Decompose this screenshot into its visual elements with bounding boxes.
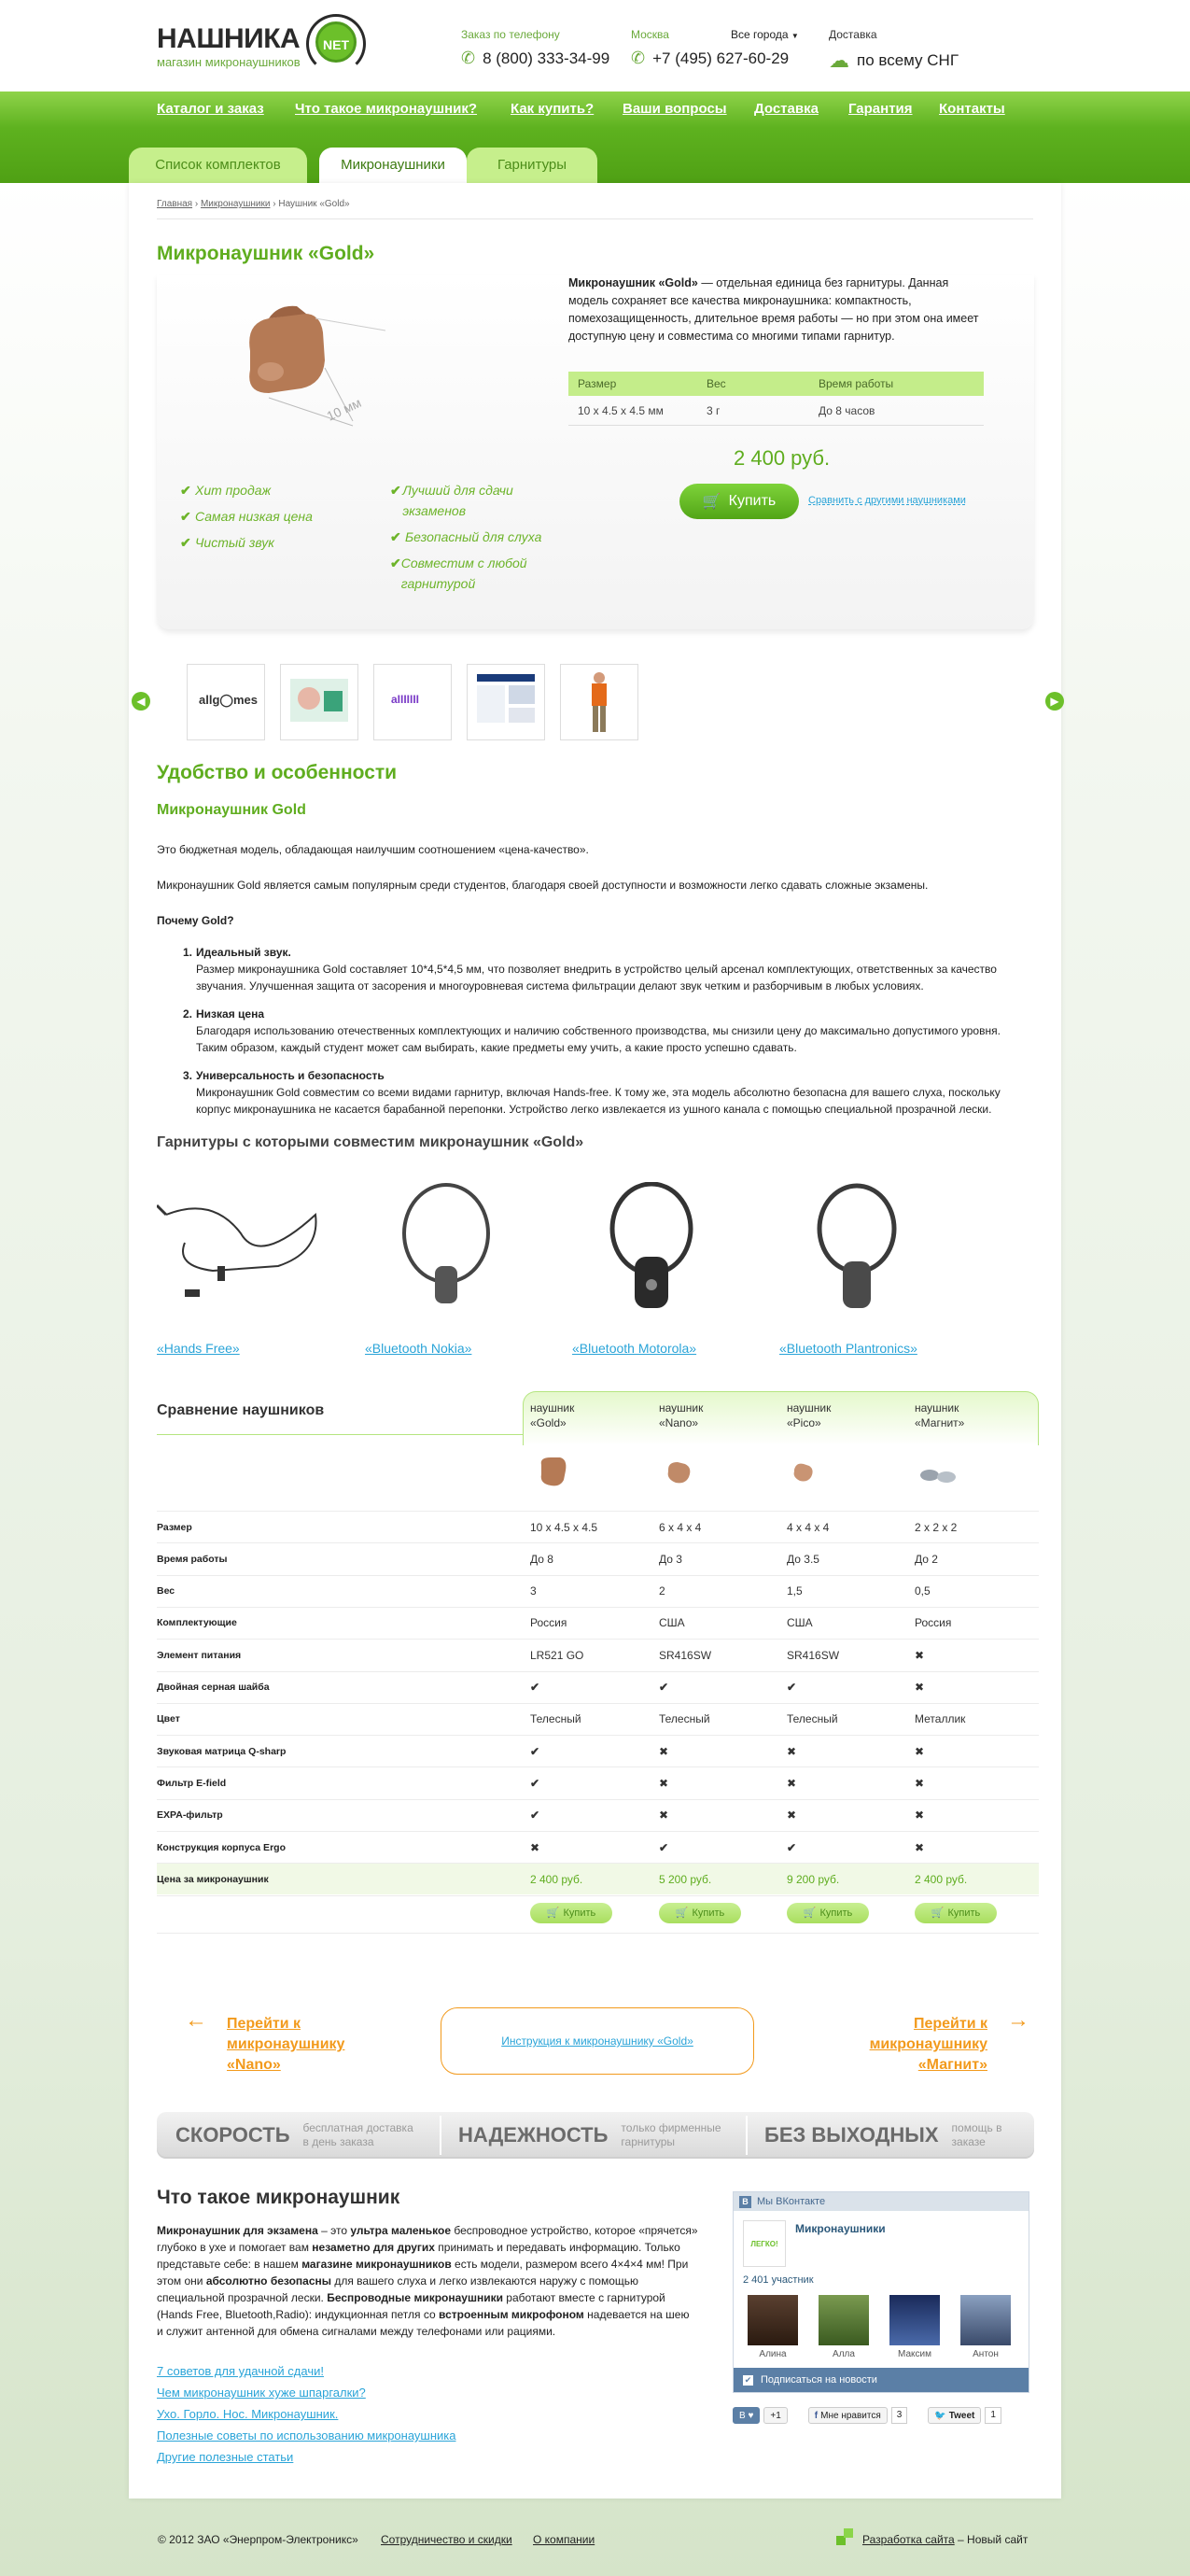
social-buttons xyxy=(733,2406,1001,2425)
comparison-row-label: Звуковая матрица Q-sharp xyxy=(157,1745,287,1757)
delivery-block xyxy=(829,28,959,73)
comparison-cell: Металлик xyxy=(915,1712,966,1726)
headset-image-nokia[interactable] xyxy=(390,1182,502,1322)
phone-icon: ✆ xyxy=(631,49,646,67)
city-select-label: Все города xyxy=(731,28,789,41)
tab-kits[interactable]: Список комплектов xyxy=(129,148,307,183)
comparison-row xyxy=(157,1863,1039,1894)
check-icon: ✔ xyxy=(180,535,191,550)
thumbnail-logo: allg◯mes xyxy=(199,693,258,707)
comparison-cell: ✖ xyxy=(530,1840,540,1854)
comparison-row xyxy=(157,1607,1039,1639)
comparison-cell: ✖ xyxy=(659,1744,669,1758)
comparison-cell: 2 400 руб. xyxy=(915,1872,968,1886)
comparison-cell: ✔ xyxy=(659,1681,669,1694)
spec-table xyxy=(568,372,984,426)
comparison-cell: До 8 xyxy=(530,1552,553,1566)
comparison-row-label: Двойная серная шайба xyxy=(157,1682,270,1693)
nav-link-what[interactable]: Что такое микронаушник? xyxy=(295,101,478,117)
reasons-list xyxy=(157,944,1025,1129)
divider xyxy=(157,1895,1039,1896)
vk-plus-button[interactable]: +1 xyxy=(763,2407,787,2424)
vk-group-name[interactable]: Микронаушники xyxy=(795,2222,886,2235)
what-is-title: Что такое микронаушник xyxy=(157,2187,400,2208)
comparison-row-label: Размер xyxy=(157,1521,192,1533)
why-heading: Почему Gold? xyxy=(157,914,234,927)
benefits-bar xyxy=(157,2112,1034,2159)
nav-link-contacts[interactable]: Контакты xyxy=(939,101,1005,117)
cart-icon: 🛒 xyxy=(702,494,721,510)
vk-widget xyxy=(733,2191,1029,2393)
comparison-cell: Россия xyxy=(915,1616,952,1630)
tweet-button[interactable]: 🐦 Tweet xyxy=(928,2407,981,2424)
breadcrumb-home[interactable]: Главная xyxy=(157,199,193,209)
comparison-row-label: Комплектующие xyxy=(157,1617,237,1629)
comparison-cell: До 3.5 xyxy=(787,1552,819,1566)
thumbnail-image xyxy=(468,665,544,739)
buy-button-label: Купить xyxy=(947,1907,981,1919)
check-icon: ✔ xyxy=(390,529,401,544)
city-select[interactable] xyxy=(731,28,799,41)
comparison-row xyxy=(157,1575,1039,1607)
main-content xyxy=(129,183,1061,2499)
buy-button-label: Купить xyxy=(728,493,777,509)
spec-header-row xyxy=(568,372,984,396)
model-name: наушник «Gold» xyxy=(530,1401,575,1429)
logo[interactable] xyxy=(157,23,399,75)
comparison-row-label: EXPA-фильтр xyxy=(157,1809,223,1822)
comparison-row xyxy=(157,1799,1039,1831)
feature-item: ✔ Самая низкая цена xyxy=(180,506,367,527)
footer-link-cooperation[interactable]: Сотрудничество и скидки xyxy=(381,2533,512,2546)
model-name: наушник «Nano» xyxy=(659,1401,704,1429)
headset-image-handsfree[interactable] xyxy=(157,1177,334,1317)
divider xyxy=(440,2116,441,2155)
comparison-cell: 2 xyxy=(659,1584,665,1598)
nav-link-catalog[interactable]: Каталог и заказ xyxy=(157,101,264,117)
comparison-buy-button[interactable] xyxy=(787,1903,869,1923)
developer-logo-icon xyxy=(836,2528,855,2547)
spec-header: Вес xyxy=(707,377,726,390)
comparison-buy-button[interactable] xyxy=(530,1903,612,1923)
comparison-cell: ✔ xyxy=(530,1776,540,1790)
nav-link-warranty[interactable]: Гарантия xyxy=(848,101,913,117)
product-price: 2 400 руб. xyxy=(734,446,831,470)
list-item: 2. Низкая цена Благодаря использованию отечественных комплектующих и наличию собственного производства, мы снизили цену до максимально допустимого уровня. Таким образом, каждый студент может сам выбирать, какие предметы ему учить, а какие просто успешно сдавать. xyxy=(183,1007,1001,1054)
nav-link-questions[interactable]: Ваши вопросы xyxy=(623,101,727,117)
comparison-row-label: Цена за микронаушник xyxy=(157,1873,269,1885)
cart-icon: 🛒 xyxy=(675,1907,689,1920)
breadcrumb-section[interactable]: Микронаушники xyxy=(200,199,271,209)
comparison-row-label: Вес xyxy=(157,1585,175,1598)
phone-number[interactable]: 8 (800) 333-34-99 xyxy=(483,49,610,67)
comparison-cell: 9 200 руб. xyxy=(787,1872,840,1886)
phone-block xyxy=(461,28,609,68)
footer-link-about[interactable]: О компании xyxy=(533,2533,595,2546)
thumbnail[interactable] xyxy=(187,664,265,740)
comparison-row-label: Конструкция корпуса Ergo xyxy=(157,1841,286,1853)
comparison-cell: ✔ xyxy=(659,1840,669,1854)
comparison-cell: 2 x 2 x 2 xyxy=(915,1520,958,1534)
spec-value: До 8 часов xyxy=(819,403,875,417)
comparison-cell: ✖ xyxy=(659,1809,669,1823)
comparison-cell: ✖ xyxy=(787,1776,797,1790)
comparison-row xyxy=(157,1542,1039,1574)
benefit-reliability: НАДЕЖНОСТЬ только фирменные гарнитуры xyxy=(458,2121,721,2148)
comparison-cell: ✖ xyxy=(787,1809,797,1823)
instruction-link[interactable]: Инструкция к микронаушнику «Gold» xyxy=(441,2007,754,2075)
comparison-cell: ✖ xyxy=(915,1840,925,1854)
comparison-cell: США xyxy=(787,1616,813,1630)
comparison-row-label: Элемент питания xyxy=(157,1649,242,1661)
vk-members-count[interactable]: 2 401 участник xyxy=(743,2274,814,2286)
features-right xyxy=(390,480,549,594)
comparison-cell: ✖ xyxy=(915,1648,925,1662)
product-description xyxy=(568,274,979,345)
article-link[interactable]: Ухо. Горло. Нос. Микронаушник. xyxy=(157,2407,339,2421)
thumbnail[interactable] xyxy=(467,664,545,740)
feature-item: ✔ Безопасный для слуха xyxy=(390,527,549,547)
divider xyxy=(746,2116,748,2155)
spec-value: 10 x 4.5 x 4.5 мм xyxy=(578,403,664,417)
fb-like-button[interactable]: f Мне нравится xyxy=(808,2407,888,2424)
logo-subtitle: магазин микронаушников xyxy=(157,55,301,69)
model-image-magnet xyxy=(915,1462,961,1490)
article-link[interactable]: Чем микронаушник хуже шпаргалки? xyxy=(157,2386,366,2400)
footer xyxy=(129,2517,1061,2564)
prev-model-link[interactable]: ← Перейти к микронаушнику «Nano» xyxy=(185,2007,345,2073)
main-nav xyxy=(0,91,1190,183)
comparison-cell: ✖ xyxy=(915,1744,925,1758)
city-caption: Москва xyxy=(631,28,669,41)
compare-link[interactable]: Сравнить с другими наушниками xyxy=(808,495,966,506)
comparison-title: Сравнение наушников xyxy=(157,1402,325,1418)
article-link[interactable]: Другие полезные статьи xyxy=(157,2450,294,2464)
dimension-label: 10 мм xyxy=(324,394,364,424)
list-item: 1. Идеальный звук. Размер микронаушника Gold составляет 10*4,5*4,5 мм, что позволяет внедрить в устройство целый арсенал комплектующих, ответственных за качество звучания. Улучшенная защита от засорения и многоуровневая система фильтрации делают звук четким и разборчивым в любых условиях. xyxy=(183,946,997,992)
comparison-row xyxy=(157,1671,1039,1703)
feature-item: ✔ Лучший для сдачи экзаменов xyxy=(390,480,549,521)
comparison-row-label: Время работы xyxy=(157,1553,228,1565)
tab-earpieces[interactable]: Микронаушники xyxy=(319,148,467,183)
headset-link-plantronics[interactable]: «Bluetooth Plantronics» xyxy=(779,1341,917,1356)
divider xyxy=(157,1933,1039,1934)
comparison-row-label: Цвет xyxy=(157,1713,180,1725)
logo-word: НАШНИКА xyxy=(157,23,301,54)
feature-item: ✔ Хит продаж xyxy=(180,480,367,500)
comparison-cell: 4 x 4 x 4 xyxy=(787,1520,830,1534)
article-link[interactable]: Полезные советы по использованию микронаушника xyxy=(157,2428,456,2442)
article-link[interactable]: 7 советов для удачной сдачи! xyxy=(157,2364,324,2378)
vk-like-button[interactable]: В ♥ xyxy=(733,2407,760,2424)
comparison-cell: ✔ xyxy=(530,1681,540,1694)
comparison-cell: Россия xyxy=(530,1616,567,1630)
check-icon: ✔ xyxy=(390,556,401,570)
vk-subscribe[interactable]: ✔ Подписаться на новости xyxy=(734,2368,1029,2392)
comparison-cell: 2 400 руб. xyxy=(530,1872,583,1886)
comparison-row xyxy=(157,1767,1039,1798)
benefit-no-weekends: БЕЗ ВЫХОДНЫХ помощь в заказе xyxy=(764,2121,1002,2148)
comparison-buy-button[interactable] xyxy=(915,1903,997,1923)
headset-link-nokia[interactable]: «Bluetooth Nokia» xyxy=(365,1341,472,1356)
buy-button[interactable] xyxy=(679,484,799,519)
delivery-value: по всему СНГ xyxy=(857,51,959,69)
phone-icon: ✆ xyxy=(461,49,476,67)
comparison-cell: ✖ xyxy=(915,1809,925,1823)
checkbox-icon[interactable]: ✔ xyxy=(744,2374,752,2385)
comparison-cell: 10 x 4.5 x 4.5 xyxy=(530,1520,598,1534)
comparison-cell: До 2 xyxy=(915,1552,938,1566)
comparison-buy-button[interactable] xyxy=(659,1903,741,1923)
cart-icon: 🛒 xyxy=(803,1907,817,1920)
paragraph: Микронаушник Gold является самым популярным среди студентов, благодаря своей доступности и возможности легко сдавать сложные экзамены. xyxy=(157,879,929,892)
comparison-cell: ✖ xyxy=(659,1776,669,1790)
site-header xyxy=(0,0,1190,91)
divider xyxy=(157,1434,523,1435)
tweet-count: 1 xyxy=(985,2407,1001,2424)
comparison-cell: 0,5 xyxy=(915,1584,931,1598)
city-phone-number[interactable]: +7 (495) 627-60-29 xyxy=(652,49,790,67)
tab-headsets[interactable]: Гарнитуры xyxy=(467,148,597,183)
comparison-cell: США xyxy=(659,1616,685,1630)
vk-member[interactable]: Максим xyxy=(887,2295,943,2359)
thumbnail-image xyxy=(561,665,637,739)
nav-link-delivery[interactable]: Доставка xyxy=(754,101,819,117)
benefit-speed: СКОРОСТЬ бесплатная доставка в день заказа xyxy=(175,2121,413,2148)
buy-button-label: Купить xyxy=(819,1907,853,1919)
headset-link-handsfree[interactable]: «Hands Free» xyxy=(157,1341,240,1356)
buy-button-label: Купить xyxy=(563,1907,596,1919)
feature-item: ✔ Совместим с любой гарнитурой xyxy=(390,553,549,594)
headset-image-plantronics[interactable] xyxy=(801,1182,913,1322)
comparison-cell: Телесный xyxy=(787,1712,838,1726)
features-left xyxy=(180,480,367,553)
thumbnail[interactable] xyxy=(560,664,638,740)
comparison-cell: LR521 GO xyxy=(530,1648,584,1662)
comparison-cell: 6 x 4 x 4 xyxy=(659,1520,702,1534)
vk-header: В Мы ВКонтакте xyxy=(734,2192,1029,2211)
check-icon: ✔ xyxy=(180,483,191,498)
carousel-next-button[interactable]: ▶ xyxy=(1045,692,1064,711)
thumbnail[interactable] xyxy=(280,664,358,740)
breadcrumb xyxy=(157,199,350,209)
comparison-cell: SR416SW xyxy=(787,1648,840,1662)
vk-member[interactable]: Алла xyxy=(816,2295,872,2359)
thumbnail-carousel xyxy=(136,664,1059,739)
headset-link-motorola[interactable]: «Bluetooth Motorola» xyxy=(572,1341,697,1356)
nav-link-how-buy[interactable]: Как купить? xyxy=(511,101,595,117)
comparison-row-label: Фильтр E-field xyxy=(157,1777,227,1789)
check-icon: ✔ xyxy=(390,483,401,498)
breadcrumb-separator: › xyxy=(273,199,276,209)
vk-member[interactable]: Алина xyxy=(745,2295,801,2359)
section-subtitle: Микронаушник Gold xyxy=(157,802,306,818)
divider xyxy=(157,218,1033,219)
vk-group-avatar[interactable]: ЛЕГКО! xyxy=(743,2220,786,2267)
comparison-cell: Телесный xyxy=(659,1712,710,1726)
headset-image-motorola[interactable] xyxy=(595,1182,707,1322)
breadcrumb-current: Наушник «Gold» xyxy=(278,199,350,209)
model-image-nano xyxy=(659,1457,702,1494)
articles-links xyxy=(157,2360,456,2468)
developer-link[interactable]: Разработка сайта xyxy=(862,2533,955,2546)
model-image-pico xyxy=(787,1458,824,1492)
next-model-link[interactable]: → Перейти к микронаушнику «Магнит» xyxy=(869,2007,1029,2073)
phone-caption: Заказ по телефону xyxy=(461,28,560,41)
comparison-cell: ✖ xyxy=(915,1776,925,1790)
comparison-cell: Телесный xyxy=(530,1712,581,1726)
breadcrumb-separator: › xyxy=(194,199,199,209)
buy-button-label: Купить xyxy=(692,1907,725,1919)
thumbnail-logo: aIIIIIII xyxy=(391,693,420,706)
comparison-row xyxy=(157,1511,1039,1542)
comparison-cell: ✔ xyxy=(530,1809,540,1823)
comparison-cell: ✔ xyxy=(787,1840,797,1854)
fb-like-count: 3 xyxy=(891,2407,908,2424)
vk-member[interactable]: Антон xyxy=(958,2295,1014,2359)
spec-value-row xyxy=(568,396,984,426)
cart-icon: 🛒 xyxy=(931,1907,945,1920)
cart-icon: 🛒 xyxy=(546,1907,560,1920)
comparison-row xyxy=(157,1703,1039,1735)
comparison-row xyxy=(157,1639,1039,1670)
fb-icon: f xyxy=(814,2410,819,2421)
comparison-cell: До 3 xyxy=(659,1552,682,1566)
comparison-cell: 3 xyxy=(530,1584,537,1598)
product-description-text: — отдельная единица без гарнитуры. Данная модель сохраняет все качества микронаушника: компактность, помехозащищенность, длительное время работы — но при этом она имеет доступную цену и совместима со многими типами гарнитур. xyxy=(568,276,979,343)
spec-header: Время работы xyxy=(819,377,894,390)
chevron-down-icon: ▼ xyxy=(791,32,799,40)
paragraph: Это бюджетная модель, обладающая наилучшим соотношением «цена-качество». xyxy=(157,843,589,856)
comparison-cell: 5 200 руб. xyxy=(659,1872,712,1886)
copyright: © 2012 ЗАО «Энерпром-Электроникс» xyxy=(158,2533,358,2546)
delivery-caption: Доставка xyxy=(829,28,877,41)
twitter-icon: 🐦 xyxy=(934,2410,946,2421)
model-image-gold xyxy=(530,1452,577,1495)
page-title: Микронаушник «Gold» xyxy=(157,243,375,264)
comparison-cell: 1,5 xyxy=(787,1584,803,1598)
comparison-cell: ✔ xyxy=(530,1744,540,1758)
model-name: наушник «Pico» xyxy=(787,1401,832,1429)
carousel-prev-button[interactable]: ◀ xyxy=(132,692,150,711)
model-name: наушник «Магнит» xyxy=(915,1401,965,1429)
comparison-row xyxy=(157,1735,1039,1767)
comparison-cell: ✖ xyxy=(787,1744,797,1758)
thumbnail-image xyxy=(281,665,357,739)
arrow-right-icon: → xyxy=(1007,2007,1029,2033)
comparison-cell: SR416SW xyxy=(659,1648,712,1662)
check-icon: ✔ xyxy=(180,509,191,524)
vk-icon: В xyxy=(739,2196,751,2208)
logo-badge: NET xyxy=(315,21,357,63)
developer-credit: Разработка сайта – Новый сайт xyxy=(862,2533,1029,2546)
spec-value: 3 г xyxy=(707,403,721,417)
list-item: 3. Универсальность и безопасность Микронаушник Gold совместим со всеми видами гарнитур, включая Hands-free. К тому же, эта модель абсолютно безопасна для вашего слуха, поскольку корпус микронаушника не касается барабанной перепонки. Устройство легко извлекается из ушного канала с помощью специальной прозрачной лески. xyxy=(183,1069,1001,1116)
thumbnail[interactable] xyxy=(373,664,452,740)
comparison-cell: ✖ xyxy=(915,1681,925,1694)
headsets-title: Гарнитуры с которыми совместим микронаушник «Gold» xyxy=(157,1134,584,1150)
product-image[interactable] xyxy=(213,295,399,435)
what-is-text: Микронаушник для экзамена – это ультра маленькое беспроводное устройство, которое «прячется» глубоко в ухе и помогает вам незаметно для других принимать и передавать информацию. Только представьте себе: в нашем магазине микронаушников есть модели, размером всего 4×4×4 мм! При этом они абсолютно безопасны для вашего слуха и легко извлекаются наружу с помощью специальной прозрачной лески. Беспроводные микронаушники работают вместе с гарнитурой (Hands Free, Bluetooth,Radio): индукционная петля со встроенным микрофоном надевается на шею и служит антенной для обмена сигналами между телефонами или рациями. xyxy=(157,2224,698,2338)
cloud-icon: ☁ xyxy=(829,49,849,72)
comparison-row xyxy=(157,1831,1039,1863)
section-title: Удобство и особенности xyxy=(157,762,398,783)
feature-item: ✔ Чистый звук xyxy=(180,532,367,553)
product-description-bold: Микронаушник «Gold» xyxy=(568,276,698,289)
spec-header: Размер xyxy=(578,377,617,390)
comparison-cell: ✔ xyxy=(787,1681,797,1694)
arrow-left-icon: ← xyxy=(185,2007,207,2033)
